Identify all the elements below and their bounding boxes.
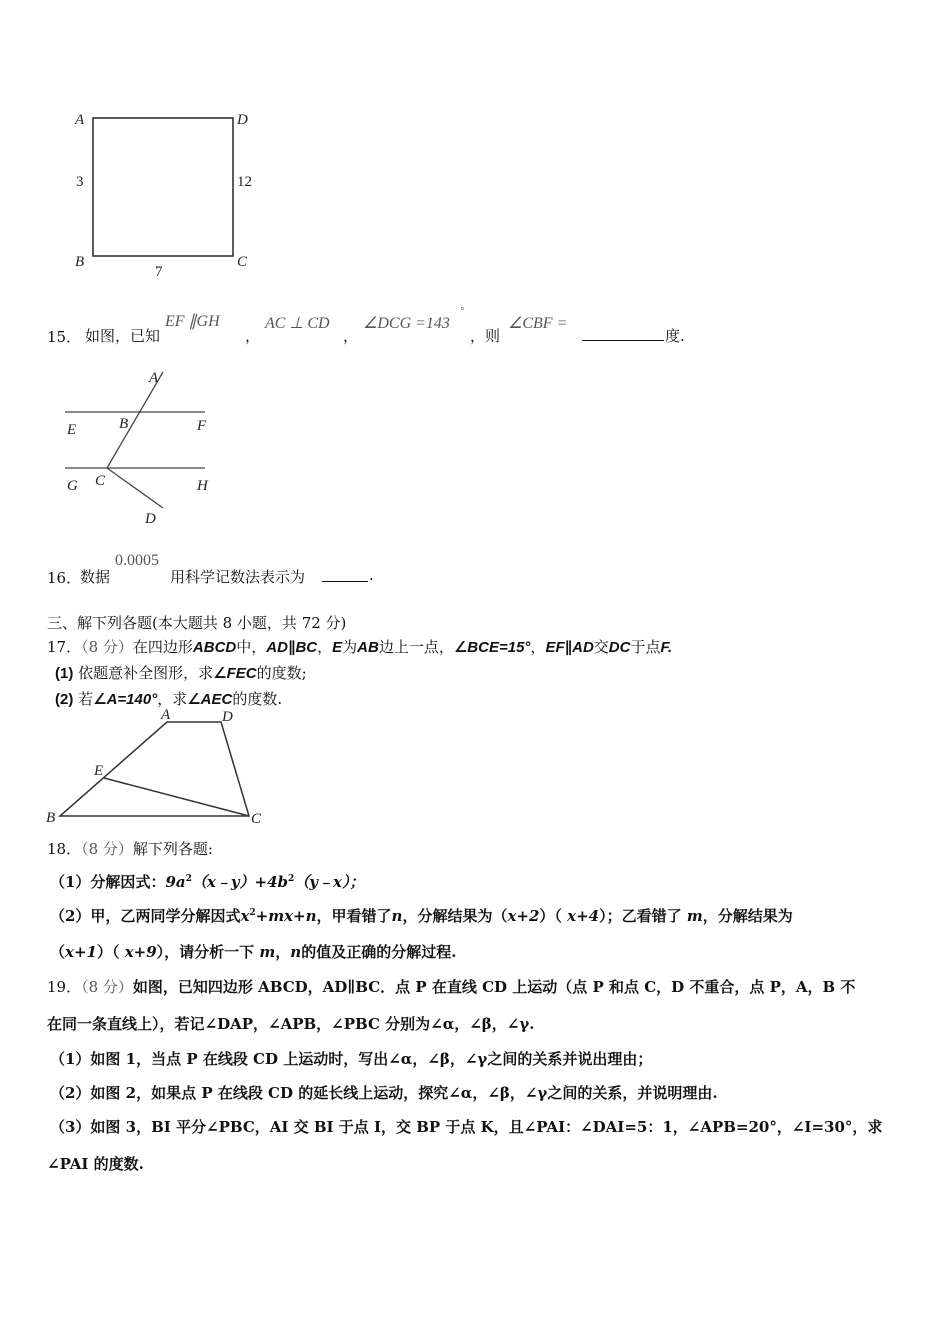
q17-sub1: [55, 662, 307, 683]
q15-then: ，则: [470, 327, 501, 345]
q19-score: （8 分）: [81, 978, 133, 996]
q15-sep: ，: [245, 327, 261, 345]
label-d: D: [145, 511, 156, 527]
line-cd: [107, 468, 163, 508]
q18-expr: x+9: [124, 943, 157, 961]
q18-text: ）（: [96, 943, 125, 961]
q16-text: 用科学记数法表示为: [170, 568, 306, 586]
q17-sub2-angle: ∠AEC: [187, 691, 233, 708]
figure-q14: [60, 100, 280, 285]
q15-sep: ，: [343, 327, 359, 345]
q17-parallel-ef: EF∥AD: [545, 639, 594, 656]
q17-sub2-text: ，求: [157, 690, 188, 708]
q18-part1: [50, 871, 364, 892]
q18-text: ）；乙看错了: [599, 907, 687, 925]
q17-text: 于点: [630, 638, 661, 656]
q17-sub2-number: (2): [55, 691, 74, 708]
q16-text: 数据: [80, 568, 111, 586]
q18-p1-expr: （y﹣x）；: [294, 873, 365, 891]
q17-sub1-text: 的度数;: [256, 664, 307, 682]
line-ac: [107, 372, 163, 468]
q18-p1-label: （1）分解因式：: [50, 873, 166, 891]
label-a: A: [75, 112, 85, 128]
question-16: [47, 552, 447, 587]
q19-line: 如图，已知四边形 ABCD，AD∥BC．点 P 在直线 CD 上运动（点 P 和点 C，D 不重合，点 P，A，B 不: [132, 978, 856, 996]
q15-number: 15．: [47, 328, 82, 346]
label-h: H: [197, 478, 208, 494]
q18-text: （: [50, 943, 66, 961]
q19-sub2: （2）如图 2，如果点 P 在线段 CD 的延长线上运动，探究∠α，∠β，∠γ之间的关系，并说明理由.: [50, 1084, 718, 1102]
label-b: B: [119, 416, 129, 432]
q18-p2-expr: x: [240, 907, 250, 925]
label-b: B: [46, 810, 56, 826]
q19-line2: 在同一条直线上），若记∠DAP，∠APB，∠PBC 分别为∠α，∠β，∠γ.: [47, 1015, 535, 1033]
q17-text: 边上一点，: [378, 638, 454, 656]
q18-text: ，: [275, 943, 291, 961]
q17-text: 在四边形: [132, 638, 193, 656]
q15-answer-blank[interactable]: [582, 326, 664, 341]
question-17: [47, 636, 672, 657]
q17-number: 17．: [47, 638, 82, 656]
q18-part2: [50, 905, 793, 926]
q17-text: 为: [342, 638, 358, 656]
question-18: [47, 838, 213, 859]
trapezoid-abcd: [60, 722, 249, 816]
q15-unit: 度.: [665, 327, 685, 345]
q18-expr: x+1: [65, 943, 97, 961]
q18-var: m: [686, 907, 703, 925]
q16-number-value: 0.0005: [115, 552, 159, 569]
q17-text: 中，: [236, 638, 267, 656]
q17-sub2-text: 若: [78, 690, 94, 708]
q15-eq-parallel: EF ∥GH: [165, 313, 220, 330]
q18-text: 的值及正确的分解过程.: [301, 943, 457, 961]
q17-ab: AB: [357, 639, 379, 656]
label-d: D: [237, 112, 248, 128]
q15-eq-angle: ∠DCG =143: [363, 315, 450, 332]
q16-end: .: [369, 566, 374, 584]
q18-expr: x+2: [507, 907, 540, 925]
q15-eq-cbf: ∠CBF =: [508, 315, 568, 332]
q18-number: 18．: [47, 840, 82, 858]
q18-p1-sup: 2: [288, 874, 295, 884]
segment-ec: [104, 778, 249, 816]
label-c: C: [251, 811, 262, 827]
q17-sub1-angle: ∠FEC: [213, 665, 257, 682]
q17-dc: DC: [608, 639, 631, 656]
q18-p1-expr: （x﹣y）+4b: [191, 873, 289, 891]
label-a: A: [149, 370, 159, 386]
figure-q17: [40, 706, 280, 830]
label-f: F: [197, 418, 207, 434]
label-e: E: [67, 422, 77, 438]
q18-p2-label: （2）甲，乙两同学分解因式: [50, 907, 241, 925]
q18-score: （8 分）: [81, 840, 133, 858]
length-left: 3: [76, 174, 84, 190]
q18-var: n: [290, 943, 302, 961]
label-g: G: [67, 478, 78, 494]
q19-sub3: （3）如图 3，BI 平分∠PBC，AI 交 BI 于点 I，交 BP 于点 K，且∠PAI：∠DAI=5：1，∠APB=20°，∠I=30°，求: [50, 1118, 883, 1136]
question-19: [47, 976, 855, 997]
q17-f: F.: [660, 639, 673, 656]
q17-sub2-angle: ∠A=140°: [93, 691, 158, 708]
length-bottom: 7: [155, 264, 163, 280]
q15-eq-perp: AC ⊥ CD: [265, 315, 330, 332]
q17-text: ，: [317, 638, 333, 656]
label-e: E: [94, 763, 104, 779]
q17-text: ，: [530, 638, 546, 656]
q18-text: ）（: [539, 907, 568, 925]
q18-text: ，分解结果为: [702, 907, 793, 925]
section-heading: 三、解下列各题(本大题共 8 小题，共 72 分): [47, 614, 347, 632]
q16-number: 16．: [47, 569, 82, 587]
q15-degree-mark: °: [460, 306, 464, 317]
label-c: C: [237, 254, 248, 270]
q18-p1-sup: 2: [185, 874, 192, 884]
q18-text: ），请分析一下: [156, 943, 260, 961]
q19-sub1: （1）如图 1，当点 P 在线段 CD 上运动时，写出∠α，∠β，∠γ之间的关系并说出理由；: [50, 1050, 653, 1068]
q17-abcd: ABCD: [192, 639, 237, 656]
q18-var: m: [259, 943, 276, 961]
q18-text: ，分解结果为（: [402, 907, 508, 925]
q19-number: 19．: [47, 978, 82, 996]
q17-sub1-number: (1): [55, 665, 74, 682]
q18-p2-sup: 2: [249, 908, 256, 918]
q17-parallel: AD∥BC: [266, 639, 318, 656]
q18-expr: x+4: [567, 907, 600, 925]
q17-score: （8 分）: [81, 638, 133, 656]
q17-sub2-text: 的度数.: [232, 690, 283, 708]
label-c: C: [95, 473, 106, 489]
label-d: D: [222, 709, 233, 725]
question-15: [47, 306, 747, 348]
q17-sub1-text: 依题意补全图形，求: [78, 664, 214, 682]
q17-e: E: [332, 639, 343, 656]
q19-sub3-cont: ∠PAI 的度数.: [47, 1155, 144, 1173]
q18-p1-expr: 9a: [165, 873, 186, 891]
q17-angle-bce: ∠BCE=15°: [453, 639, 531, 656]
label-b: B: [75, 254, 85, 270]
rectangle-abcd: [93, 118, 233, 256]
length-right: 12: [237, 174, 252, 190]
q15-text: 如图，已知: [85, 327, 161, 345]
q17-text: 交: [593, 638, 609, 656]
label-a: A: [161, 707, 171, 723]
q18-p2-expr: +mx+n: [255, 907, 317, 925]
q18-title: 解下列各题:: [132, 840, 213, 858]
figure-q15: [55, 362, 225, 532]
q18-text: ，甲看错了: [316, 907, 392, 925]
q18-var: n: [391, 907, 403, 925]
q18-part2-cont: [50, 941, 456, 962]
q16-answer-blank[interactable]: [322, 567, 368, 582]
